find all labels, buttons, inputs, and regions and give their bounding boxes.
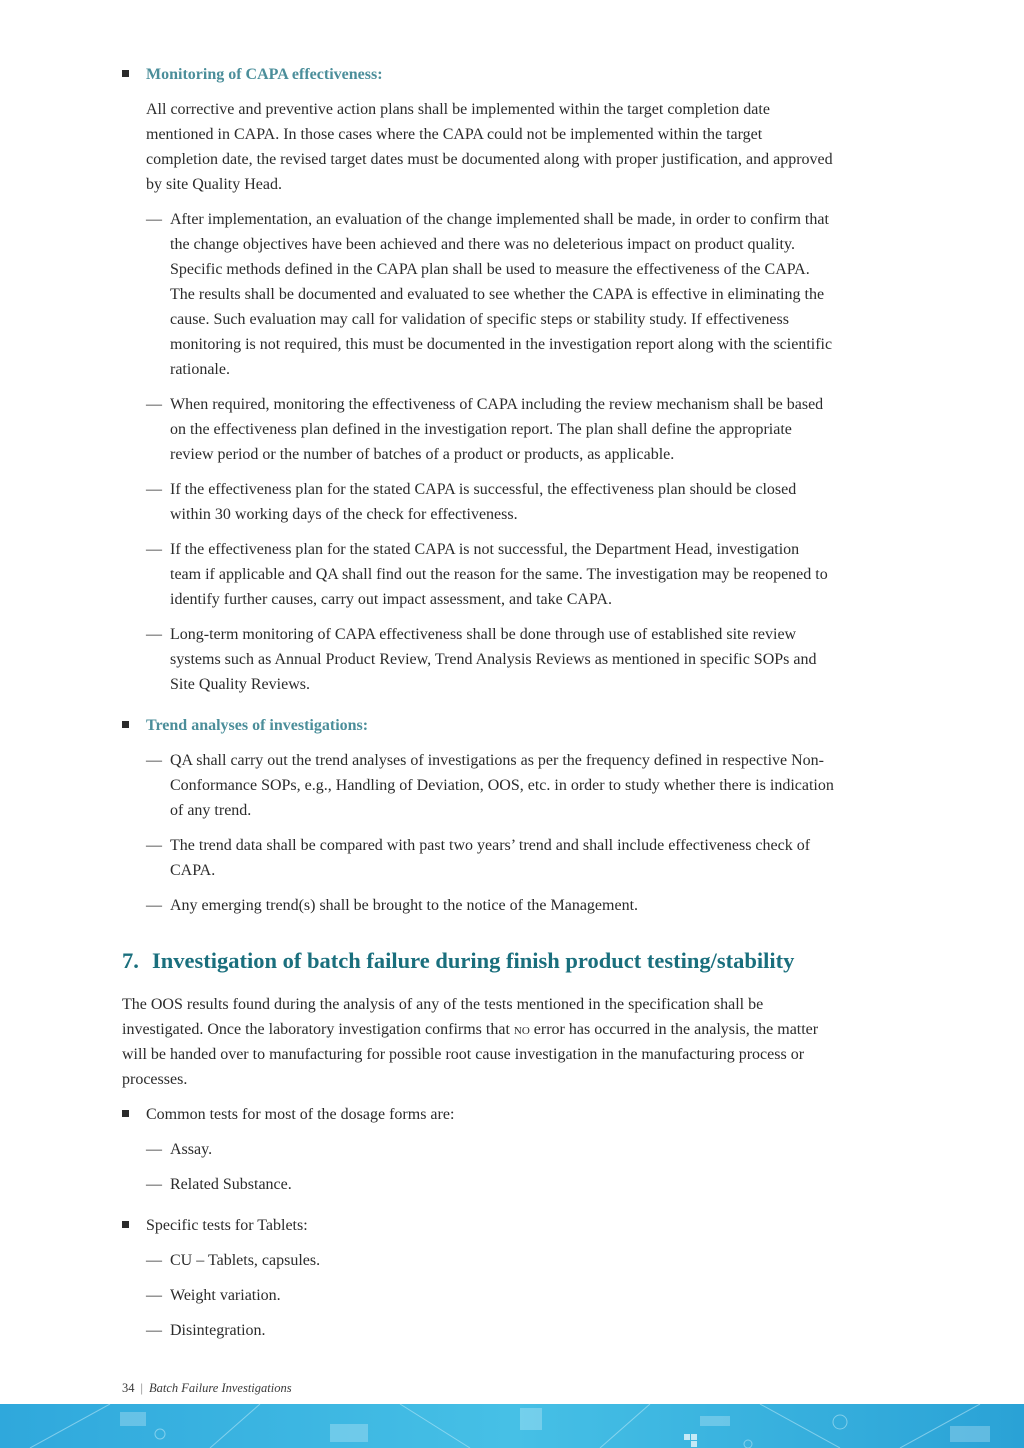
list-item-text: Disintegration. [170,1322,266,1339]
list-item-text: After implementation, an evaluation of the change implemented shall be made, in order to confirm that the change objectives have been achieved and there was no deleterious impact on product quality. Specific methods defined in the CAPA plan shall be used to measure the effectiveness of the CAPA. The results shall be documented and evaluated to see whether the CAPA is effective in eliminating the cause. Such evaluation may call for validation of specific steps or stability study. If effectiveness monitoring is not required, this must be documented in the investigation report along with the scientific rationale. [170,211,833,378]
square-bullet-icon [122,721,129,728]
para-text-before: The OOS results found during the analysis of any of the tests mentioned in the specification shall be investigated. Once the laboratory investigation confirms that [122,996,764,1038]
list-item [122,748,834,823]
dash-icon: — [146,541,162,558]
dash-icon: — [146,1252,162,1269]
list-item [122,207,834,382]
list-item [122,622,834,697]
trend-heading: Trend analyses of investigations: [146,717,369,734]
dash-icon: — [146,1176,162,1193]
list-item [122,477,834,527]
dash-icon: — [146,1141,162,1158]
list-item [122,1318,834,1343]
dash-icon: — [146,837,162,854]
list-item-text: The trend data shall be compared with past two years’ trend and shall include effectiveness check of CAPA. [170,837,811,879]
list-item [122,1248,834,1273]
list-item [122,1137,834,1162]
page-number: 34 [122,1381,135,1395]
dash-icon: — [146,211,162,228]
section-title-text: Investigation of batch failure during finish product testing/stability [152,948,795,973]
para-text-smallcaps: no [513,1021,530,1038]
list-item-text: CU – Tablets, capsules. [170,1252,321,1269]
list-item-text: Assay. [170,1141,213,1158]
list-item [122,1283,834,1308]
dash-icon: — [146,1287,162,1304]
tablet-tests-bullet [122,1213,834,1238]
list-item [122,833,834,883]
list-item-text: QA shall carry out the trend analyses of investigations as per the frequency defined in respective Non-Conformance SOPs, e.g., Handling of Deviation, OOS, etc. in order to study whether there is indication of any trend. [170,752,834,819]
section-number: 7. [122,948,139,973]
common-tests-bullet [122,1102,834,1127]
list-item [122,1172,834,1197]
dash-icon: — [146,626,162,643]
monitoring-intro: All corrective and preventive action plans shall be implemented within the target completion date mentioned in CAPA. In those cases where the CAPA could not be implemented within the target completion date, the revised target dates must be documented along with proper justification, and approved by site Quality Head. [146,101,833,193]
monitoring-heading: Monitoring of CAPA effectiveness: [146,66,383,83]
section-7-paragraph [122,992,834,1092]
page-content [122,62,834,1343]
list-item-text: If the effectiveness plan for the stated CAPA is successful, the effectiveness plan should be closed within 30 working days of the check for effectiveness. [170,481,797,523]
footer-doc-title: Batch Failure Investigations [149,1381,292,1395]
decorative-footer-band [0,1404,1024,1448]
square-bullet-icon [122,1110,129,1117]
dash-icon: — [146,752,162,769]
para-text-after: error has occurred in the analysis, the matter will be handed over to manufacturing for possible root cause investigation in the manufacturing process or processes. [122,1021,819,1088]
monitoring-bullet [122,62,834,87]
list-item-text: Any emerging trend(s) shall be brought to the notice of the Management. [170,897,639,914]
section-7-title [122,946,834,976]
list-item [122,537,834,612]
list-item-text: Related Substance. [170,1176,292,1193]
list-item-text: Weight variation. [170,1287,281,1304]
list-item [122,893,834,918]
dash-icon: — [146,481,162,498]
trend-bullet [122,713,834,738]
dash-icon: — [146,1322,162,1339]
footer-separator: | [140,1381,144,1395]
list-item-text: When required, monitoring the effectiveness of CAPA including the review mechanism shall be based on the effectiveness plan defined in the investigation report. The plan shall define the appropriate review period or the number of batches of a product or products, as applicable. [170,396,824,463]
list-item-text: Long-term monitoring of CAPA effectiveness shall be done through use of established site review systems such as Annual Product Review, Trend Analysis Reviews as mentioned in specific SOPs and Site Quality Reviews. [170,626,817,693]
list-item [122,392,834,467]
page-footer [122,1381,292,1396]
square-bullet-icon [122,1221,129,1228]
square-bullet-icon [122,70,129,77]
tablet-tests-label: Specific tests for Tablets: [146,1217,308,1234]
list-item-text: If the effectiveness plan for the stated CAPA is not successful, the Department Head, investigation team if applicable and QA shall find out the reason for the same. The investigation may be reopened to identify further causes, carry out impact assessment, and take CAPA. [170,541,828,608]
dash-icon: — [146,396,162,413]
common-tests-label: Common tests for most of the dosage forms are: [146,1106,455,1123]
dash-icon: — [146,897,162,914]
